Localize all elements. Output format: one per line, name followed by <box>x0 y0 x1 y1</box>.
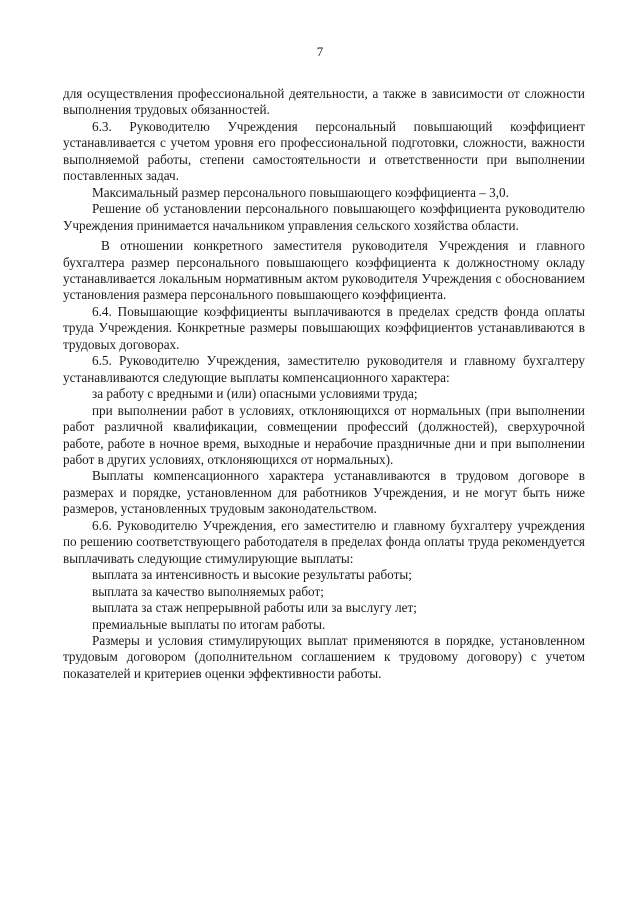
paragraph-6-5: 6.5. Руководителю Учреждения, заместителю руководителя и главному бухгалтеру устанавливаются следующие выплаты компенсационного характера: <box>63 353 585 385</box>
list-item-bonus: премиальные выплаты по итогам работы. <box>92 616 326 632</box>
paragraph-6-3: 6.3. Руководителю Учреждения персональный повышающий коэффициент устанавливается с учетом уровня его профессиональной подготовки, сложности, важности выполняемой работы, степени самостоятельности и ответственности при выполнении поставленных задач. <box>63 118 585 184</box>
list-item-harmful-conditions: за работу с вредными и (или) опасными условиями труда; <box>92 386 418 402</box>
list-item-intensity: выплата за интенсивность и высокие результаты работы; <box>92 567 412 583</box>
paragraph-compensation: Выплаты компенсационного характера устанавливаются в трудовом договоре в размерах и порядке, установленном для работников Учреждения, и не могут быть ниже размеров, установленных трудовым законодательством. <box>63 468 585 517</box>
paragraph-6-6: 6.6. Руководителю Учреждения, его заместителю и главному бухгалтеру учреждения по решению соответствующего работодателя в пределах фонда оплаты труда рекомендуется выплачивать следующие стимулирующие выплаты: <box>63 517 585 566</box>
paragraph-continuation: для осуществления профессиональной деятельности, а также в зависимости от сложности выполнения трудовых обязанностей. <box>63 86 585 118</box>
list-item-seniority: выплата за стаж непрерывной работы или за выслугу лет; <box>92 600 417 616</box>
list-item-quality: выплата за качество выполняемых работ; <box>92 583 324 599</box>
document-body <box>63 86 585 682</box>
paragraph-6-4: 6.4. Повышающие коэффициенты выплачиваются в пределах средств фонда оплаты труда Учреждения. Конкретные размеры повышающих коэффициентов устанавливаются в трудовых договорах. <box>63 303 585 352</box>
paragraph-deputy: В отношении конкретного заместителя руководителя Учреждения и главного бухгалтера размер персонального повышающего коэффициента к должностному окладу устанавливается локальным нормативным актом руководителя Учреждения с обоснованием установления размера персонального повышающего коэффициента. <box>63 238 585 303</box>
list-item-abnormal-conditions: при выполнении работ в условиях, отклоняющихся от нормальных (при выполнении работ различной квалификации, совмещении профессий (должностей), сверхурочной работе, работе в ночное время, выходные и нерабочие праздничные дни и при выполнении работ в других условиях, отклоняющихся от нормальных). <box>63 402 585 467</box>
paragraph-max-coefficient: Максимальный размер персонального повышающего коэффициента – 3,0. <box>92 184 509 200</box>
paragraph-decision: Решение об установлении персонального повышающего коэффициента руководителю Учреждения принимается начальником управления сельского хозяйства области. <box>63 201 585 233</box>
paragraph-incentive-conditions: Размеры и условия стимулирующих выплат применяются в порядке, установленном трудовым договором (дополнительном соглашением к трудовому договору) с учетом показателей и критериев оценки эффективности работы. <box>63 632 585 681</box>
page-number: 7 <box>316 44 324 59</box>
